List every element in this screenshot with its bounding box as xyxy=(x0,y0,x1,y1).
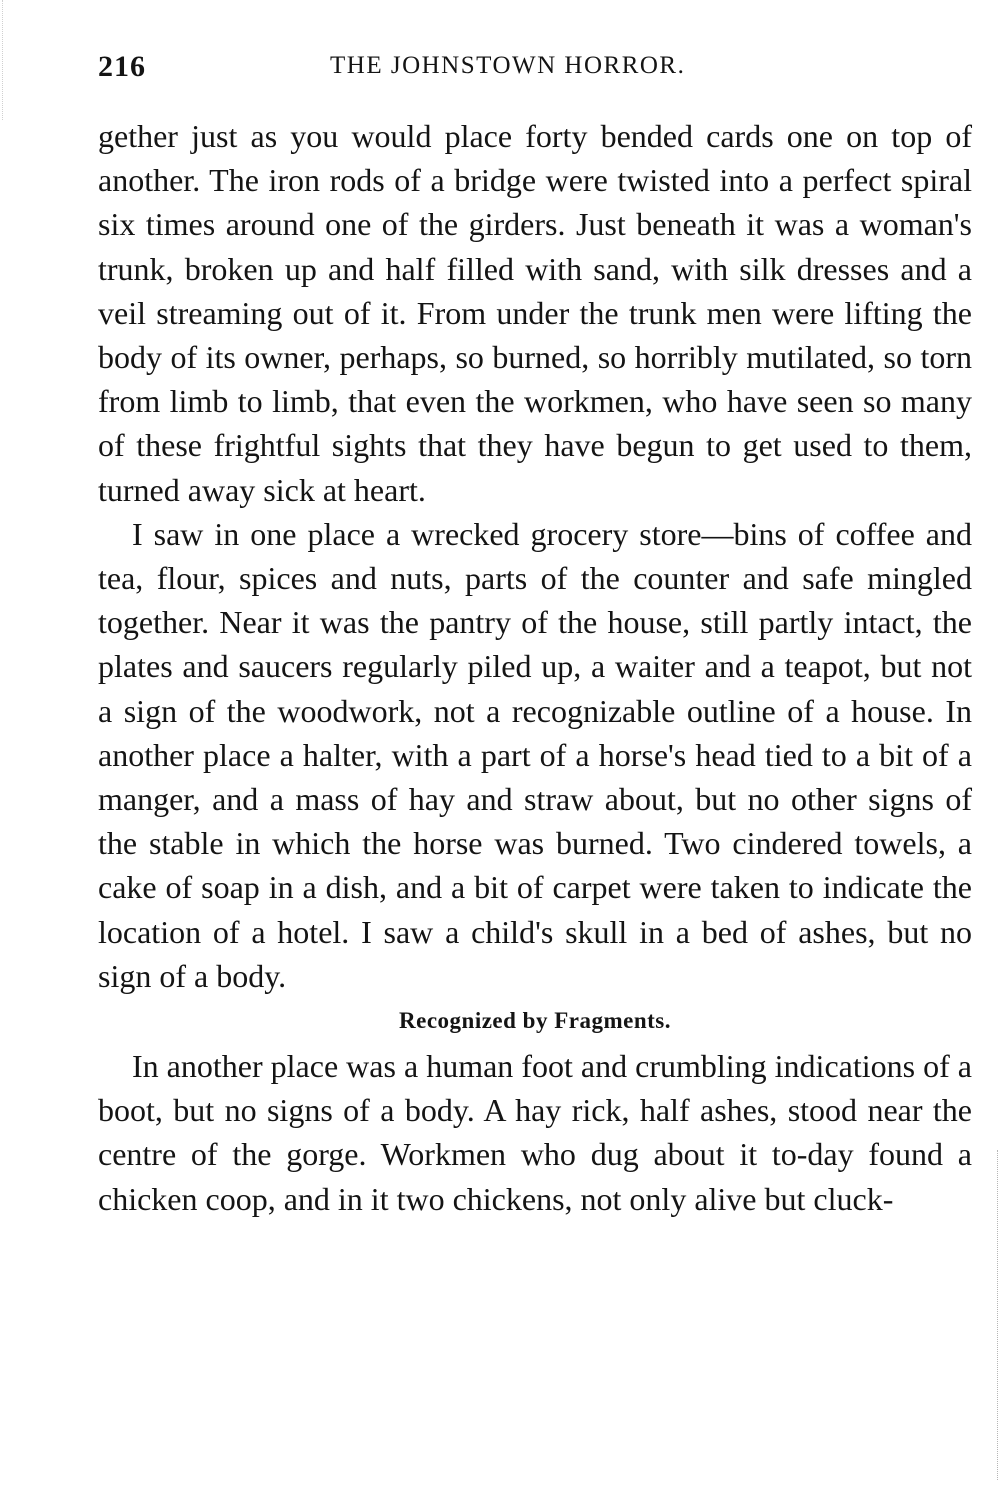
section-subheading: Recognized by Fragments. xyxy=(399,1008,671,1034)
page-edge-marks xyxy=(2,0,5,120)
paragraph: In another place was a human foot and crumbling indications of a boot, but no signs of a body. A hay rick, half ashes, stood near the centre of the gorge. Workmen who dug about it to-day found a chicken coop, and in it two chickens, not only alive but cluck- xyxy=(98,1048,972,1217)
page-number: 216 xyxy=(98,50,146,83)
running-head: THE JOHNSTOWN HORROR. xyxy=(330,52,686,79)
paragraph: I saw in one place a wrecked grocery store—bins of coffee and tea, flour, spices and nuts, parts of the counter and safe mingled together. Near it was the pantry of the house, still partly intact, the plates and saucers regularly piled up, a waiter and a teapot, but not a sign of the woodwork, not a recognizable outline of a house. In another place a halter, with a part of a horse's head tied to a bit of a manger, and a mass of hay and straw about, but no other signs of the stable in which the horse was burned. Two cindered towels, a cake of soap in a dish, and a bit of carpet were taken to indicate the location of a hotel. I saw a child's skull in a bed of ashes, but no sign of a body. xyxy=(98,515,972,994)
page-body xyxy=(98,114,972,1221)
page-edge-marks xyxy=(993,1150,998,1480)
page-header xyxy=(98,50,970,90)
paragraph-continued: gether just as you would place forty bended cards one on top of another. The iron rods of a bridge were twisted into a perfect spiral six times around one of the girders. Just beneath it was a woman's trunk, broken up and half filled with sand, with silk dresses and a veil streaming out of it. From under the trunk men were lifting the body of its owner, perhaps, so burned, so horribly mutilated, so torn from limb to limb, that even the workmen, who have seen so many of these frightful sights that they have begun to get used to them, turned away sick at heart. xyxy=(98,118,972,508)
